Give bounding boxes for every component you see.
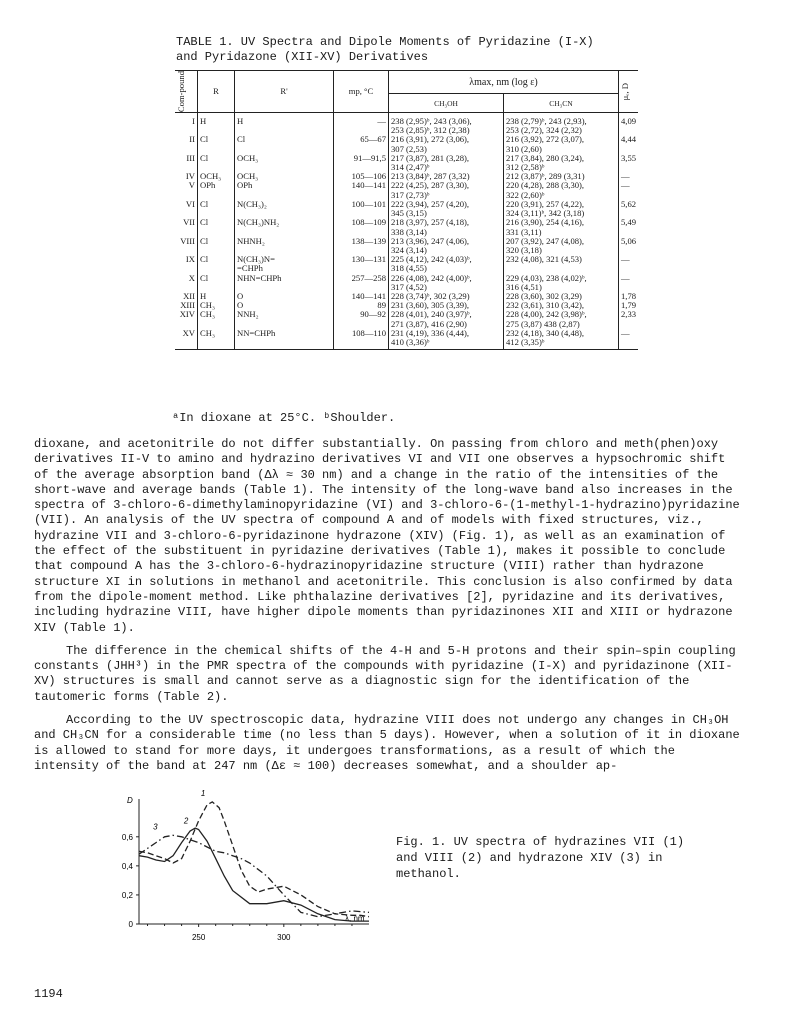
- ch3oh-cell: [389, 329, 504, 350]
- ch3cn-cell: [504, 181, 619, 199]
- header-ch3oh: CH₃OH: [389, 94, 504, 113]
- dipole-cell: 1,79: [619, 301, 639, 310]
- mp-cell: 90—92: [334, 310, 389, 328]
- header-lambda: λmax, nm (log ε): [389, 71, 619, 94]
- ch3cn-cell-line: 331 (3,11): [506, 226, 542, 237]
- ch3cn-cell-line: 320 (3,18): [506, 244, 542, 255]
- ch3oh-cell-line: 228 (4,01), 240 (3,97)ᵇ,: [391, 309, 472, 320]
- rprime-cell: [235, 292, 334, 301]
- ch3cn-cell-line: 232 (4,18), 340 (4,48),: [506, 327, 585, 338]
- figure-axes: [122, 796, 369, 942]
- r-cell: Cl: [198, 135, 235, 153]
- ch3oh-cell: [389, 218, 504, 236]
- rprime-cell: [235, 237, 334, 255]
- rprime-cell: [235, 274, 334, 292]
- compound-cell: I: [192, 116, 195, 127]
- curve-1: [139, 802, 369, 917]
- header-mp: mp, °C: [334, 71, 389, 113]
- ch3oh-cell-line: 218 (3,97), 257 (4,18),: [391, 217, 470, 228]
- ch3cn-cell-line: 220 (4,28), 288 (3,30),: [506, 180, 585, 191]
- table-row: [175, 255, 638, 273]
- rprime-cell: [235, 255, 334, 273]
- rprime-cell-line: OPh: [237, 180, 253, 191]
- mp-cell: —: [334, 113, 389, 136]
- mp-cell: 100—101: [334, 200, 389, 218]
- rprime-cell-line: =CHPh: [237, 263, 263, 274]
- ch3oh-cell-line: 317 (4,52): [391, 281, 427, 292]
- ch3cn-cell-line: 217 (3,84), 280 (3,24),: [506, 152, 585, 163]
- table-row: [175, 218, 638, 236]
- mp-cell: 65—67: [334, 135, 389, 153]
- dipole-cell: 3,55: [619, 154, 639, 172]
- rprime-cell: [235, 218, 334, 236]
- y-tick-label: 0,4: [121, 861, 133, 871]
- rprime-cell: [235, 154, 334, 172]
- ch3cn-cell-line: 207 (3,92), 247 (4,08),: [506, 235, 585, 246]
- ch3cn-cell: [504, 113, 619, 136]
- mp-cell: 91—91,5: [334, 154, 389, 172]
- paragraph: dioxane, and acetonitrile do not differ substantially. On passing from chloro and meth(phen)oxy derivatives II-V to amino and hydrazino derivatives VI and VII one observes a hypsochromic shift of the average absorption band (Δλ ≈ 30 nm) and a change in the ratio of the intensities of the short-wave and average bands (Table 1). The intensity of the long-wave band also increases in the spectra of 3-chloro-6-dimethylaminopyridazine (VI) and 3-chloro-6-(1-methyl-1-hydrazino)pyridazine (VII). An analysis of the UV spectra of compound A and of models with fixed structures, viz., hydrazine VII and 3-chloro-6-pyridazinone hydrazone (XIV) (Fig. 1), as well as an examination of the effect of the substituent in pyridazine derivatives (Table 1), makes it possible to conclude that compound A has the 3-chloro-6-hydrazinopyridazine structure (VIII) rather than hydrazone structure XI in solutions in methanol and acetonitrile. This conclusion is also confirmed by data from the dipole-moment method. Like phthalazine derivatives [2], pyridazine and its derivatives, including hydrazine VIII, have higher dipole moments than pyridazinones XII and XIII or hydrazone XIV (Table 1).: [34, 437, 740, 635]
- dipole-cell: 2,33: [619, 310, 639, 328]
- rprime-cell-line: N(CH₃)NH₂: [237, 217, 280, 228]
- rprime-cell: [235, 310, 334, 328]
- mp-cell: 138—139: [334, 237, 389, 255]
- ch3oh-cell-line: 226 (4,08), 242 (4,00)ᵇ,: [391, 272, 472, 283]
- mp-cell: 89: [334, 301, 389, 310]
- mp-cell: 105—106: [334, 172, 389, 181]
- ch3cn-cell-line: 232 (4,08), 321 (4,53): [506, 254, 582, 265]
- ch3oh-cell: [389, 255, 504, 273]
- ch3cn-cell: [504, 310, 619, 328]
- curve-label: 3: [153, 822, 158, 832]
- y-tick-label: 0,6: [121, 832, 133, 842]
- y-tick-label: 0,2: [121, 890, 133, 900]
- y-axis-label: D: [127, 796, 133, 805]
- dipole-cell: 5,49: [619, 218, 639, 236]
- ch3cn-cell-line: 275 (3,87) 438 (2,87): [506, 318, 580, 329]
- ch3oh-cell: [389, 200, 504, 218]
- rprime-cell-line: NN=CHPh: [237, 327, 276, 338]
- rprime-cell-line: NHN=CHPh: [237, 272, 282, 283]
- compound-cell: XII: [183, 290, 195, 301]
- figure-caption: Fig. 1. UV spectra of hydrazines VII (1) and VIII (2) and hydrazone XIV (3) in methanol.: [396, 835, 685, 881]
- curve-3: [139, 835, 369, 916]
- compound-cell: XV: [175, 329, 198, 350]
- ch3oh-cell-line: 238 (2,95)ᵇ, 243 (3,06),: [391, 116, 472, 127]
- rprime-cell-line: OCH₃: [237, 171, 259, 182]
- ch3oh-cell: [389, 237, 504, 255]
- ch3oh-cell: [389, 181, 504, 199]
- ch3oh-cell-line: 222 (3,94), 257 (4,20),: [391, 198, 470, 209]
- r-cell: Cl: [198, 255, 235, 273]
- ch3oh-cell-line: 213 (3,96), 247 (4,06),: [391, 235, 470, 246]
- ch3cn-cell: [504, 154, 619, 172]
- r-cell: Cl: [198, 200, 235, 218]
- compound-cell: VIII: [180, 235, 195, 246]
- rprime-cell-line: N(CH₃)N=: [237, 254, 275, 265]
- dipole-cell: 4,09: [619, 113, 639, 136]
- r-cell: H: [198, 292, 235, 301]
- table-body: [175, 113, 638, 350]
- compound-cell: II: [189, 134, 195, 145]
- table-footnote: ᵃIn dioxane at 25°C. ᵇShoulder.: [172, 411, 396, 425]
- paragraph: According to the UV spectroscopic data, hydrazine VIII does not undergo any changes in CH₃OH and CH₃CN for a considerable time (no less than 5 days). However, when a solution of it in dioxane is allowed to stand for more days, it undergoes transformations, as a result of which the intensity of the band at 247 nm (Δε ≈ 100) decreases somewhat, and a shoulder ap-: [34, 713, 740, 773]
- mp-cell: 130—131: [334, 255, 389, 273]
- compound-cell: IX: [185, 254, 195, 265]
- x-axis-label: λ, nm: [345, 914, 365, 923]
- y-tick-label: 0: [128, 920, 133, 929]
- ch3oh-cell-line: 213 (3,84)ᵇ, 287 (3,32): [391, 171, 470, 182]
- ch3cn-cell-line: 322 (2,60)ᵇ: [506, 189, 545, 200]
- table-caption: [176, 35, 616, 65]
- ch3cn-cell-line: 229 (4,03), 238 (4,02)ᵇ,: [506, 272, 587, 283]
- compound-cell: IV: [185, 171, 195, 182]
- table-row: [175, 237, 638, 255]
- compound-cell: VI: [185, 198, 195, 209]
- rprime-cell: [235, 181, 334, 199]
- table-row: [175, 329, 638, 350]
- dipole-cell: —: [619, 181, 639, 199]
- dipole-cell: —: [619, 255, 639, 273]
- header-ch3cn: CH₃CN: [504, 94, 619, 113]
- ch3oh-cell-line: 271 (3,87), 416 (2,90): [391, 318, 467, 329]
- r-cell: Cl: [198, 237, 235, 255]
- rprime-cell: [235, 135, 334, 153]
- table-caption-line-1: TABLE 1. UV Spectra and Dipole Moments of Pyridazine (I-X): [176, 35, 594, 49]
- table-row: [175, 154, 638, 172]
- mp-cell: 108—109: [334, 218, 389, 236]
- dipole-cell: 5,06: [619, 237, 639, 255]
- ch3cn-cell-line: 310 (2,60): [506, 143, 542, 154]
- dipole-cell: —: [619, 172, 639, 181]
- compound-cell: XIV: [179, 309, 195, 320]
- r-cell: CH₃: [198, 301, 235, 310]
- ch3oh-cell-line: 318 (4,55): [391, 263, 427, 274]
- uv-spectra-figure: [112, 784, 382, 959]
- header-compound: Com-pound: [175, 71, 198, 113]
- compound-cell: V: [188, 180, 195, 191]
- ch3oh-cell: [389, 274, 504, 292]
- ch3oh-cell-line: 216 (3,91), 272 (3,06),: [391, 134, 470, 145]
- x-tick-label: 300: [277, 933, 291, 942]
- compound-cell: XIII: [180, 300, 195, 311]
- table-caption-line-2: and Pyridazone (XII-XV) Derivatives: [176, 50, 429, 64]
- r-cell: OPh: [198, 181, 235, 199]
- table-row: [175, 113, 638, 136]
- rprime-cell-line: NNH₂: [237, 309, 259, 320]
- ch3cn-cell: [504, 135, 619, 153]
- r-cell: CH₃: [198, 310, 235, 328]
- table-row: [175, 274, 638, 292]
- r-cell: Cl: [198, 218, 235, 236]
- figure-curves: [139, 802, 369, 921]
- curve-label: 2: [183, 816, 189, 826]
- ch3oh-cell-line: 324 (3,14): [391, 244, 427, 255]
- ch3cn-cell-line: 220 (3,91), 257 (4,22),: [506, 198, 585, 209]
- dipole-cell: —: [619, 329, 639, 350]
- r-cell: H: [198, 113, 235, 136]
- mp-cell: 140—141: [334, 181, 389, 199]
- x-tick-label: 250: [191, 933, 206, 942]
- ch3cn-cell-line: 228 (3,60), 302 (3,29): [506, 290, 582, 301]
- r-cell: OCH₃: [198, 172, 235, 181]
- ch3oh-cell-line: 217 (3,87), 281 (3,28),: [391, 152, 470, 163]
- rprime-cell-line: NHNH₂: [237, 235, 265, 246]
- compound-cell: III: [186, 152, 195, 163]
- ch3cn-cell-line: 324 (3,11)ᵇ, 342 (3,18): [506, 208, 585, 219]
- ch3cn-cell: [504, 274, 619, 292]
- ch3cn-cell-line: 232 (3,61), 310 (3,42),: [506, 300, 585, 311]
- rprime-cell-line: O: [237, 300, 244, 311]
- header-r: R: [198, 71, 235, 113]
- curve-label: 1: [200, 789, 206, 799]
- dipole-cell: —: [619, 274, 639, 292]
- curve-2: [139, 828, 369, 921]
- ch3cn-cell-line: 228 (4,00), 242 (3,98)ᵇ,: [506, 309, 587, 320]
- table-row: [175, 135, 638, 153]
- table-row: [175, 310, 638, 328]
- ch3oh-cell: [389, 135, 504, 153]
- ch3cn-cell: [504, 329, 619, 350]
- ch3oh-cell-line: 231 (3,60), 305 (3,39),: [391, 300, 470, 311]
- ch3cn-cell: [504, 218, 619, 236]
- rprime-cell-line: Cl: [237, 134, 246, 145]
- ch3oh-cell: [389, 310, 504, 328]
- ch3oh-cell-line: 345 (3,15): [391, 208, 427, 219]
- ch3cn-cell-line: 316 (4,51): [506, 281, 542, 292]
- ch3oh-cell-line: 228 (3,74)ᵇ, 302 (3,29): [391, 290, 470, 301]
- ch3oh-cell-line: 314 (2,47)ᵇ: [391, 162, 430, 173]
- ch3oh-cell: [389, 113, 504, 136]
- rprime-cell: [235, 200, 334, 218]
- rprime-cell-line: O: [237, 290, 244, 301]
- ch3oh-cell-line: 222 (4,25), 287 (3,30),: [391, 180, 470, 191]
- paragraph: The difference in the chemical shifts of the 4-H and 5-H protons and their spin–spin coupling constants (JHH³) in the PMR spectra of the compounds with pyridazine (I-X) and pyridazinone (XII-XV) structures is small and cannot serve as a diagnostic sign for the identification of the tautomeric forms (Table 2).: [34, 643, 736, 704]
- rprime-cell-line: N(CH₃)₂: [237, 198, 267, 209]
- ch3oh-cell-line: 307 (2,53): [391, 143, 427, 154]
- ch3cn-cell: [504, 255, 619, 273]
- ch3cn-cell-line: 253 (2,72), 324 (2,32): [506, 125, 582, 136]
- header-dipole: μₑ, D: [619, 71, 639, 113]
- mp-cell: 257—258: [334, 274, 389, 292]
- rprime-cell: [235, 329, 334, 350]
- page-number: 1194: [34, 987, 63, 1001]
- ch3oh-cell-line: 338 (3,14): [391, 226, 427, 237]
- rprime-cell-line: H: [237, 116, 244, 127]
- ch3oh-cell-line: 231 (4,19), 336 (4,44),: [391, 327, 470, 338]
- compound-cell: VII: [183, 217, 195, 228]
- uv-spectra-table: [175, 70, 638, 350]
- table-row: [175, 181, 638, 199]
- ch3oh-cell-line: 317 (2,73)ᵇ: [391, 189, 430, 200]
- ch3cn-cell-line: 238 (2,79)ᵇ, 243 (2,93),: [506, 116, 587, 127]
- table-row: [175, 200, 638, 218]
- ch3cn-cell-line: 412 (3,35)ᵇ: [506, 336, 545, 347]
- dipole-cell: 4,44: [619, 135, 639, 153]
- ch3cn-cell-line: 216 (3,92), 272 (3,07),: [506, 134, 585, 145]
- header-rprime: R': [235, 71, 334, 113]
- ch3cn-cell-line: 216 (3,90), 254 (4,16),: [506, 217, 585, 228]
- mp-cell: 140—141: [334, 292, 389, 301]
- r-cell: Cl: [198, 274, 235, 292]
- mp-cell: 108—110: [334, 329, 389, 350]
- ch3cn-cell: [504, 200, 619, 218]
- body-text: [34, 437, 744, 782]
- ch3cn-cell: [504, 237, 619, 255]
- r-cell: Cl: [198, 154, 235, 172]
- ch3oh-cell-line: 410 (3,36)ᵇ: [391, 336, 430, 347]
- ch3oh-cell-line: 253 (2,85)ᵇ, 312 (2,38): [391, 125, 470, 136]
- ch3oh-cell-line: 225 (4,12), 242 (4,03)ᵇ,: [391, 254, 472, 265]
- dipole-cell: 5,62: [619, 200, 639, 218]
- ch3oh-cell: [389, 154, 504, 172]
- r-cell: CH₃: [198, 329, 235, 350]
- ch3cn-cell-line: 212 (3,87)ᵇ, 289 (3,31): [506, 171, 585, 182]
- compound-cell: X: [188, 272, 195, 283]
- rprime-cell: [235, 113, 334, 136]
- ch3cn-cell-line: 312 (2,58)ᵇ: [506, 162, 545, 173]
- rprime-cell-line: OCH₃: [237, 152, 259, 163]
- dipole-cell: 1,78: [619, 292, 639, 301]
